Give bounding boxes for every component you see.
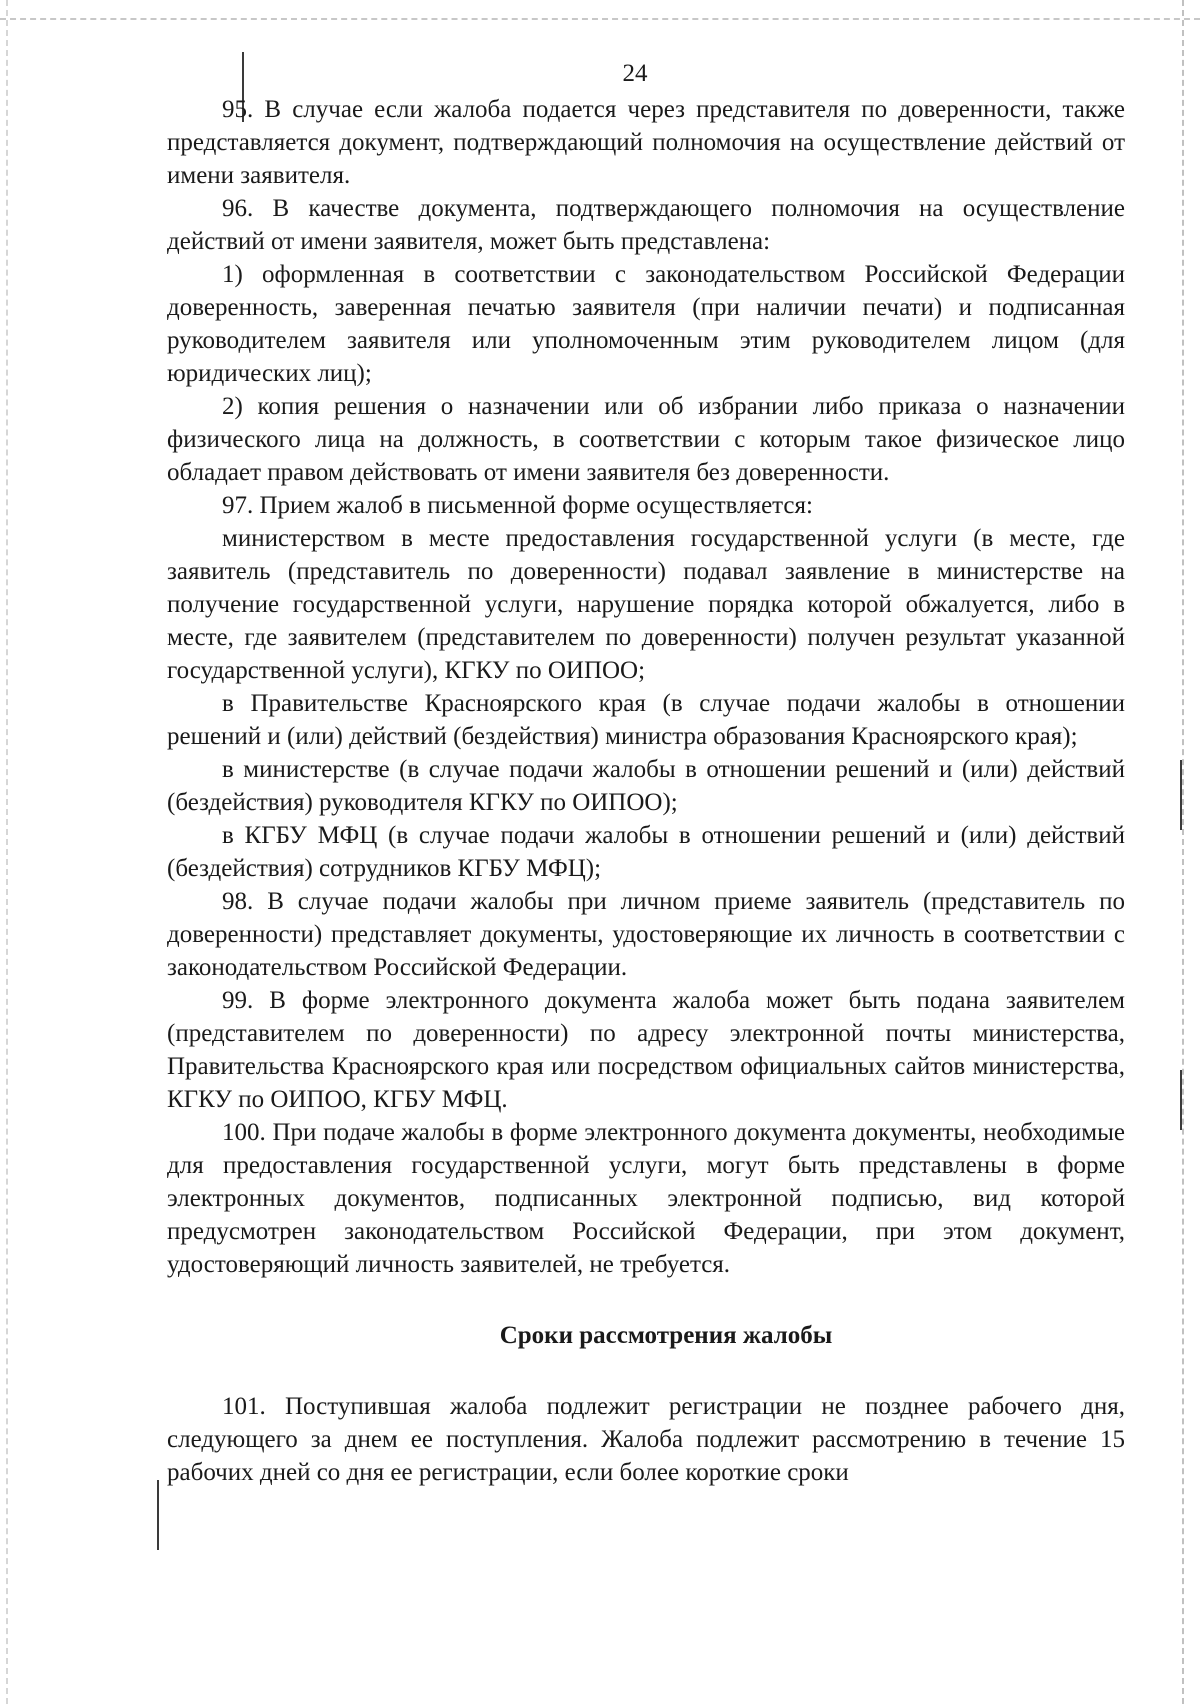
paragraph-99: 99. В форме электронного документа жалоба может быть подана заявителем (представителем по доверенности) по адресу электронной почты министерства, Правительства Красноярского края или посредством официальных сайтов министерства, КГКУ по ОИПОО, КГБУ МФЦ.	[167, 987, 1125, 1113]
paragraph-96: 96. В качестве документа, подтверждающего полномочия на осуществление действий от имени заявителя, может быть представлена:	[167, 195, 1125, 255]
page-number: 24	[622, 60, 648, 87]
scan-edge-left	[6, 0, 8, 1704]
paragraph-97: 97. Прием жалоб в письменной форме осуществляется:	[222, 492, 813, 519]
paragraph-100: 100. При подаче жалобы в форме электронного документа документы, необходимые для предоставления государственной услуги, могут быть представлены в форме электронных документов, подписанных электронной подписью, вид которой предусмотрен законодательством Российской Федерации, при этом документ, удостоверяющий личность заявителей, не требуется.	[167, 1119, 1125, 1278]
paragraph-96-item-1: 1) оформленная в соответствии с законодательством Российской Федерации доверенность, заверенная печатью заявителя (при наличии печати) и подписанная руководителем заявителя или уполномоченным этим руководителем лицом (для юридических лиц);	[167, 261, 1125, 387]
paragraph-98: 98. В случае подачи жалобы при личном приеме заявитель (представитель по доверенности) представляет документы, удостоверяющие их личность в соответствии с законодательством Российской Федерации.	[167, 888, 1125, 981]
paragraph-96-item-2: 2) копия решения о назначении или об избрании либо приказа о назначении физического лица на должность, в соответствии с которым такое физическое лицо обладает правом действовать от имени заявителя без доверенности.	[167, 393, 1125, 486]
margin-mark	[1180, 1070, 1182, 1130]
paragraph-97-ministry: министерством в месте предоставления государственной услуги (в месте, где заявитель (представитель по доверенности) подавал заявление в министерстве на получение государственной услуги, нарушение порядка которой обжалуется, либо в месте, где заявителем (представителем по доверенности) получен результат указанной государственной услуги), КГКУ по ОИПОО;	[167, 525, 1125, 684]
section-heading: Сроки рассмотрения жалобы	[499, 1322, 833, 1349]
scan-edge-top	[0, 18, 1200, 20]
paragraph-101: 101. Поступившая жалоба подлежит регистрации не позднее рабочего дня, следующего за днем ее поступления. Жалоба подлежит рассмотрению в течение 15 рабочих дней со дня ее регистрации, если более короткие сроки	[167, 1393, 1125, 1486]
document-body	[167, 93, 1125, 1489]
margin-mark	[1180, 760, 1182, 830]
margin-mark	[157, 1480, 159, 1550]
scan-edge-right	[1182, 0, 1184, 1704]
paragraph-97-ministry-complaint: в министерстве (в случае подачи жалобы в отношении решений и (или) действий (бездействия) руководителя КГКУ по ОИПОО);	[167, 756, 1125, 816]
paragraph-95: 95. В случае если жалоба подается через представителя по доверенности, также представляется документ, подтверждающий полномочия на осуществление действий от имени заявителя.	[167, 96, 1125, 189]
paragraph-97-government: в Правительстве Красноярского края (в случае подачи жалобы в отношении решений и (или) действий (бездействия) министра образования Красноярского края);	[167, 690, 1125, 750]
paragraph-97-mfc: в КГБУ МФЦ (в случае подачи жалобы в отношении решений и (или) действий (бездействия) сотрудников КГБУ МФЦ);	[167, 822, 1125, 882]
